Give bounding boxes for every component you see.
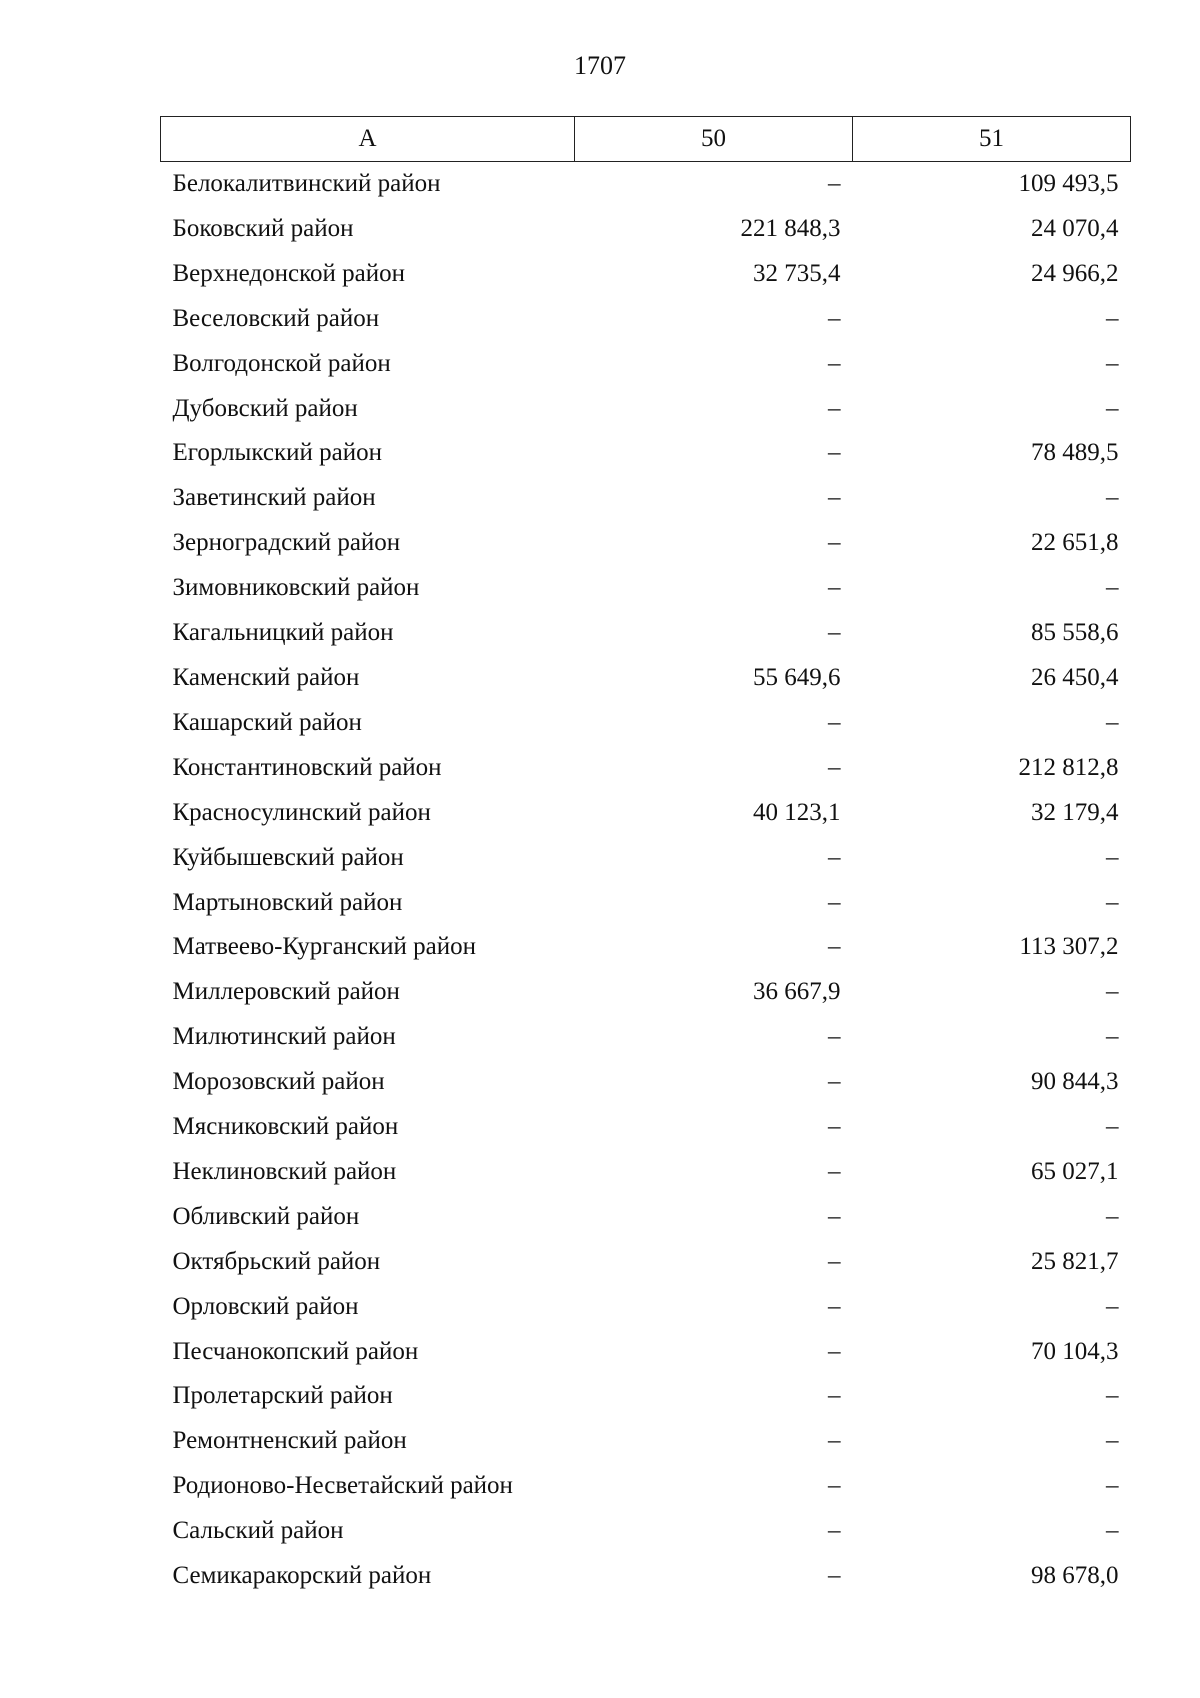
district-name: Заветинский район (172, 484, 376, 512)
value-col-50: – (828, 1427, 841, 1455)
table-row (161, 1464, 1131, 1509)
table-row (161, 791, 1131, 836)
district-name: Пролетарский район (172, 1382, 393, 1410)
table-row (161, 881, 1131, 926)
district-name: Кашарский район (172, 708, 362, 736)
district-name: Боковский район (172, 214, 354, 242)
value-col-51: – (1106, 1517, 1119, 1545)
table-row (161, 656, 1131, 701)
table-row (161, 431, 1131, 476)
value-col-50: – (828, 439, 841, 467)
value-col-51: – (1106, 484, 1119, 512)
district-name: Орловский район (172, 1292, 359, 1320)
table-row (161, 836, 1131, 881)
value-col-50: – (828, 933, 841, 961)
value-col-51: 22 651,8 (1031, 529, 1119, 557)
district-name: Волгодонской район (172, 349, 391, 377)
district-name: Матвеево-Курганский район (172, 933, 477, 961)
table-row (161, 566, 1131, 611)
value-col-50: – (828, 708, 841, 736)
table-row (161, 1374, 1131, 1419)
data-table-container (160, 116, 1130, 1599)
district-name: Морозовский район (172, 1068, 385, 1096)
value-col-50: – (828, 1337, 841, 1365)
value-col-51: 24 070,4 (1031, 214, 1119, 242)
district-name: Мясниковский район (172, 1113, 399, 1141)
table-row (161, 1150, 1131, 1195)
value-col-51: – (1106, 1202, 1119, 1230)
value-col-51: – (1106, 708, 1119, 736)
district-name: Каменский район (172, 663, 360, 691)
table-body (161, 162, 1131, 1600)
table-row (161, 342, 1131, 387)
value-col-50: – (828, 619, 841, 647)
district-name: Мартыновский район (172, 888, 403, 916)
value-col-50: – (828, 484, 841, 512)
value-col-51: 85 558,6 (1031, 619, 1119, 647)
table-row (161, 521, 1131, 566)
district-name: Родионово-Несветайский район (172, 1472, 513, 1500)
district-name: Обливский район (172, 1202, 360, 1230)
district-name: Дубовский район (172, 394, 358, 422)
value-col-50: 55 649,6 (753, 663, 841, 691)
value-col-51: 70 104,3 (1031, 1337, 1119, 1365)
table-row (161, 476, 1131, 521)
value-col-50: – (828, 1113, 841, 1141)
value-col-50: – (828, 1472, 841, 1500)
district-name: Октябрьский район (172, 1247, 381, 1275)
table-row (161, 1060, 1131, 1105)
value-col-51: – (1106, 1023, 1119, 1051)
value-col-51: 212 812,8 (1018, 753, 1119, 781)
value-col-51: 26 450,4 (1031, 663, 1119, 691)
value-col-50: – (828, 1562, 841, 1590)
value-col-50: 40 123,1 (753, 798, 841, 826)
value-col-51: – (1106, 1472, 1119, 1500)
table-row (161, 162, 1131, 207)
table-row (161, 1015, 1131, 1060)
header-col-a: А (161, 117, 575, 162)
value-col-50: – (828, 888, 841, 916)
district-name: Семикаракорский район (172, 1562, 432, 1590)
value-col-50: – (828, 349, 841, 377)
table-row (161, 1509, 1131, 1554)
table-row (161, 1105, 1131, 1150)
value-col-50: 32 735,4 (753, 259, 841, 287)
value-col-51: – (1106, 349, 1119, 377)
value-col-50: – (828, 394, 841, 422)
value-col-51: – (1106, 304, 1119, 332)
value-col-50: – (828, 574, 841, 602)
table-row (161, 970, 1131, 1015)
table-row (161, 1419, 1131, 1464)
district-name: Миллеровский район (172, 978, 400, 1006)
value-col-50: – (828, 1202, 841, 1230)
district-name: Верхнедонской район (172, 259, 405, 287)
district-name: Кагальницкий район (172, 619, 394, 647)
district-name: Песчанокопский район (172, 1337, 419, 1365)
value-col-51: – (1106, 843, 1119, 871)
district-name: Егорлыкский район (172, 439, 382, 467)
table-row (161, 1195, 1131, 1240)
table-header (161, 117, 1131, 162)
value-col-50: – (828, 753, 841, 781)
value-col-50: 221 848,3 (740, 214, 841, 242)
value-col-51: 78 489,5 (1031, 439, 1119, 467)
district-name: Ремонтненский район (172, 1427, 407, 1455)
value-col-51: – (1106, 1382, 1119, 1410)
table-row (161, 746, 1131, 791)
table-row (161, 611, 1131, 656)
value-col-50: – (828, 1247, 841, 1275)
district-name: Зимовниковский район (172, 574, 420, 602)
table-row (161, 1554, 1131, 1599)
value-col-50: – (828, 1382, 841, 1410)
value-col-51: 109 493,5 (1018, 170, 1119, 197)
value-col-50: – (828, 304, 841, 332)
value-col-51: – (1106, 574, 1119, 602)
district-name: Милютинский район (172, 1023, 396, 1051)
district-name: Зерноградский район (172, 529, 401, 557)
value-col-51: – (1106, 1292, 1119, 1320)
table-row (161, 1285, 1131, 1330)
table-row (161, 297, 1131, 342)
district-name: Красносулинский район (172, 798, 431, 826)
table-row (161, 1240, 1131, 1285)
district-name: Сальский район (172, 1517, 344, 1545)
district-name: Веселовский район (172, 304, 380, 332)
district-name: Белокалитвинский район (172, 170, 441, 197)
table-row (161, 387, 1131, 432)
value-col-50: – (828, 1023, 841, 1051)
value-col-51: – (1106, 978, 1119, 1006)
value-col-51: 98 678,0 (1031, 1562, 1119, 1590)
value-col-50: – (828, 1157, 841, 1185)
table-row (161, 207, 1131, 252)
value-col-50: – (828, 1517, 841, 1545)
district-name: Неклиновский район (172, 1157, 397, 1185)
header-row (161, 117, 1131, 162)
value-col-51: – (1106, 888, 1119, 916)
header-col-51: 51 (853, 117, 1131, 162)
table-row (161, 252, 1131, 297)
table-row (161, 701, 1131, 746)
value-col-51: 25 821,7 (1031, 1247, 1119, 1275)
district-name: Куйбышевский район (172, 843, 404, 871)
value-col-50: 36 667,9 (753, 978, 841, 1006)
value-col-51: 90 844,3 (1031, 1068, 1119, 1096)
value-col-51: – (1106, 394, 1119, 422)
value-col-50: – (828, 529, 841, 557)
district-name: Константиновский район (172, 753, 442, 781)
data-table (160, 116, 1131, 1599)
page-number: 1707 (574, 51, 626, 80)
table-row (161, 1330, 1131, 1375)
value-col-51: – (1106, 1427, 1119, 1455)
table-row (161, 925, 1131, 970)
value-col-51: – (1106, 1113, 1119, 1141)
value-col-50: – (828, 843, 841, 871)
value-col-50: – (828, 1292, 841, 1320)
value-col-51: 65 027,1 (1031, 1157, 1119, 1185)
value-col-50: – (828, 170, 841, 197)
value-col-51: 24 966,2 (1031, 259, 1119, 287)
header-col-50: 50 (575, 117, 853, 162)
value-col-51: 32 179,4 (1031, 798, 1119, 826)
value-col-51: 113 307,2 (1019, 933, 1119, 961)
value-col-50: – (828, 1068, 841, 1096)
